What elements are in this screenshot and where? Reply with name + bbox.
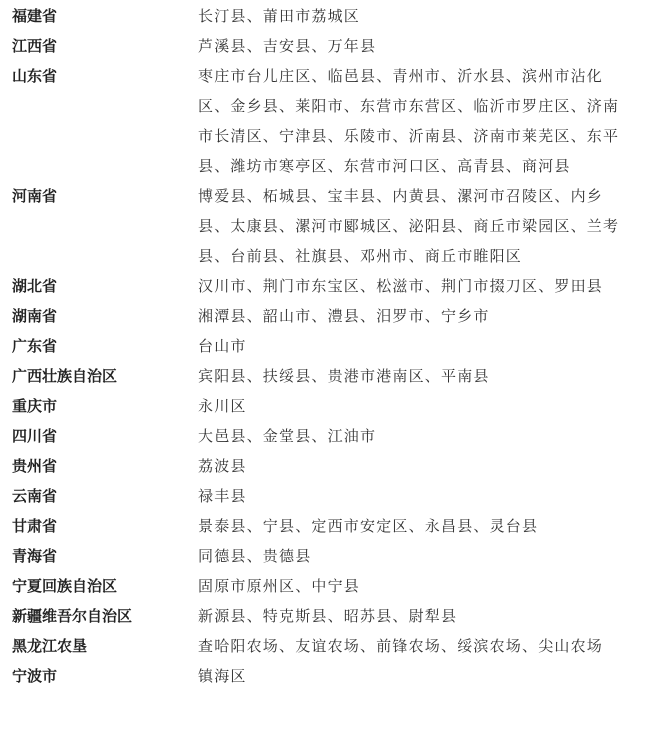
table-row xyxy=(0,541,651,571)
province-name: 青海省 xyxy=(12,547,58,565)
county-list: 湘潭县、韶山市、澧县、汨罗市、宁乡市 xyxy=(198,307,490,325)
county-list: 固原市原州区、中宁县 xyxy=(198,577,361,595)
province-name: 黑龙江农垦 xyxy=(12,637,88,655)
county-list: 芦溪县、吉安县、万年县 xyxy=(198,37,377,55)
table-row xyxy=(0,181,651,271)
county-list: 镇海区 xyxy=(198,667,247,685)
province-name: 重庆市 xyxy=(12,397,58,415)
table-row xyxy=(0,331,651,361)
table-row xyxy=(0,31,651,61)
province-name: 云南省 xyxy=(12,487,58,505)
province-name: 广东省 xyxy=(12,337,58,355)
table-row xyxy=(0,601,651,631)
province-name: 宁夏回族自治区 xyxy=(12,577,118,595)
province-name: 四川省 xyxy=(12,427,58,445)
table-row xyxy=(0,481,651,511)
table-row xyxy=(0,511,651,541)
province-name: 江西省 xyxy=(12,37,58,55)
county-list: 大邑县、金堂县、江油市 xyxy=(198,427,377,445)
county-list: 枣庄市台儿庄区、临邑县、青州市、沂水县、滨州市沾化区、金乡县、莱阳市、东营市东营区、临沂市罗庄区、济南市长清区、宁津县、乐陵市、沂南县、济南市莱芜区、东平县、潍坊市寒亭区、东营市河口区、高青县、商河县 xyxy=(198,67,620,175)
table-row xyxy=(0,391,651,421)
table-row xyxy=(0,361,651,391)
province-name: 湖北省 xyxy=(12,277,58,295)
table-row xyxy=(0,631,651,661)
county-list: 荔波县 xyxy=(198,457,247,475)
table-row xyxy=(0,661,651,691)
county-list: 禄丰县 xyxy=(198,487,247,505)
county-list: 汉川市、荆门市东宝区、松滋市、荆门市掇刀区、罗田县 xyxy=(198,277,604,295)
province-name: 宁波市 xyxy=(12,667,58,685)
table-row xyxy=(0,1,651,31)
table-row xyxy=(0,61,651,181)
county-list: 景泰县、宁县、定西市安定区、永昌县、灵台县 xyxy=(198,517,539,535)
province-name: 广西壮族自治区 xyxy=(12,367,118,385)
county-list: 宾阳县、扶绥县、贵港市港南区、平南县 xyxy=(198,367,490,385)
table-row xyxy=(0,451,651,481)
province-name: 湖南省 xyxy=(12,307,58,325)
table-row xyxy=(0,271,651,301)
province-name: 新疆维吾尔自治区 xyxy=(12,607,133,625)
province-name: 贵州省 xyxy=(12,457,58,475)
county-list: 长汀县、莆田市荔城区 xyxy=(198,7,361,25)
table-row xyxy=(0,421,651,451)
county-list: 同德县、贵德县 xyxy=(198,547,312,565)
county-list: 永川区 xyxy=(198,397,247,415)
table-row xyxy=(0,571,651,601)
county-list: 博爱县、柘城县、宝丰县、内黄县、漯河市召陵区、内乡县、太康县、漯河市郾城区、泌阳县、商丘市梁园区、兰考县、台前县、社旗县、邓州市、商丘市睢阳区 xyxy=(198,187,620,265)
table-row xyxy=(0,301,651,331)
county-list: 台山市 xyxy=(198,337,247,355)
county-list: 新源县、特克斯县、昭苏县、尉犁县 xyxy=(198,607,458,625)
province-name: 山东省 xyxy=(12,67,58,85)
county-list: 查哈阳农场、友谊农场、前锋农场、绥滨农场、尖山农场 xyxy=(198,637,604,655)
province-name: 河南省 xyxy=(12,187,58,205)
province-name: 甘肃省 xyxy=(12,517,58,535)
province-name: 福建省 xyxy=(12,7,58,25)
